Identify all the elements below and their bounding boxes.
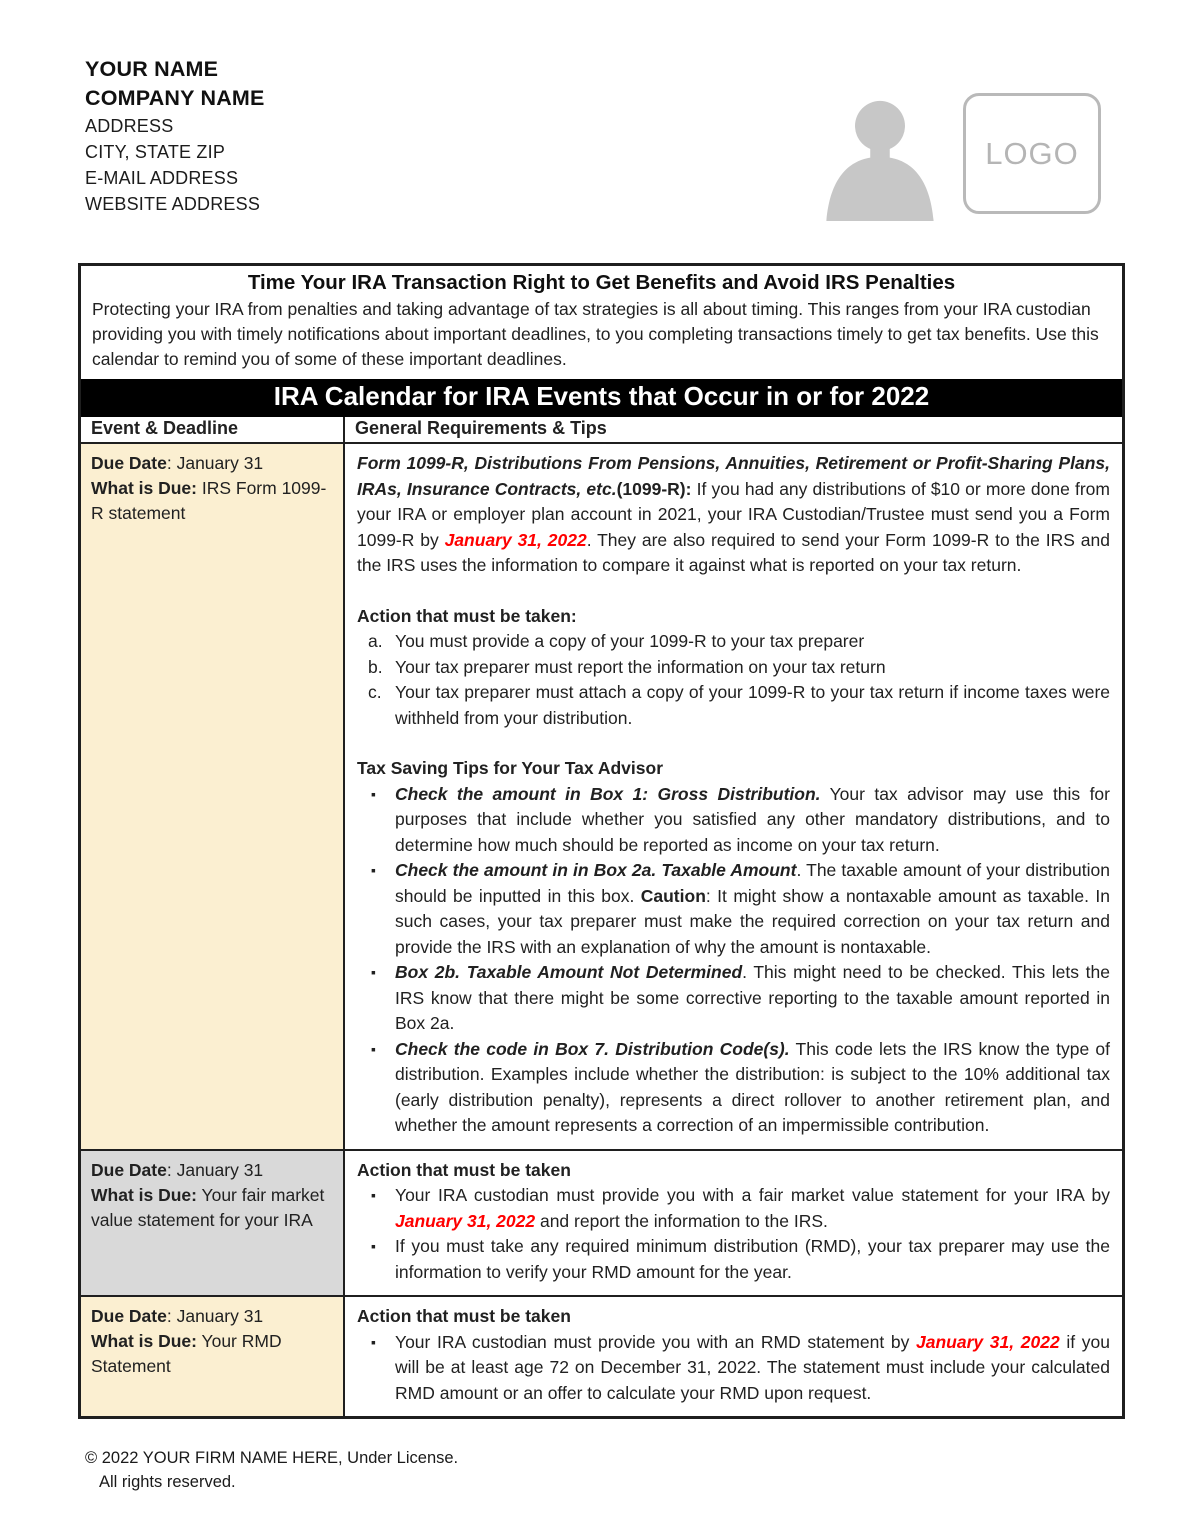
rights-line: All rights reserved. — [99, 1473, 236, 1491]
due-date-line — [91, 1304, 333, 1329]
bullet-marker: ▪ — [371, 785, 376, 802]
tips-cell-fmv — [345, 1151, 1122, 1296]
bullet-marker: ▪ — [371, 1238, 376, 1254]
letter-marker: c. — [368, 682, 382, 702]
copyright-footer — [85, 1446, 1187, 1494]
text-segment: What is Due: — [91, 478, 197, 498]
bullet-marker: ▪ — [371, 862, 376, 878]
event-cell-fmv — [81, 1151, 345, 1296]
bullet-marker: ▪ — [371, 1187, 376, 1203]
text-segment: Your IRA custodian must provide you with an RMD statement by — [395, 1331, 917, 1352]
tax-tips-heading: Tax Saving Tips for Your Tax Advisor — [357, 758, 664, 778]
bullet-item-box1 — [357, 782, 1110, 859]
bullet-marker: ▪ — [371, 1333, 376, 1350]
text-segment: January 31, 2022 — [395, 1210, 536, 1231]
what-is-due-line — [91, 1329, 333, 1379]
event-cell-1099r — [81, 444, 345, 1149]
company-name: COMPANY NAME — [85, 86, 265, 110]
article-intro: Protecting your IRA from penalties and taking advantage of tax strategies is all about timing. This ranges from your IRA custodian providing you with timely notifications about important deadlines, to you completing transactions timely to get tax benefits. Use this calendar to remind you of some of these important deadlines. — [92, 299, 1099, 369]
bullet-item-fmv-2 — [357, 1234, 1110, 1285]
lettered-item-a — [357, 629, 1110, 655]
website-address: WEBSITE ADDRESS — [85, 194, 261, 214]
lettered-item-text: Your tax preparer must attach a copy of your 1099-R to your tax return if income taxes were withheld from your distribution. — [395, 682, 1110, 728]
text-segment: IRS Form 1099-R statement — [91, 478, 327, 523]
actions-heading: Action that must be taken — [357, 1159, 571, 1180]
headshot-placeholder — [819, 93, 941, 221]
table-row-1099r — [81, 444, 1122, 1151]
lettered-item-text: Your tax preparer must report the information on your tax return — [395, 656, 886, 677]
logo-text: LOGO — [985, 135, 1079, 171]
logo-placeholder — [963, 93, 1101, 214]
text-segment: Check the amount in in Box 2a. Taxable Amount — [395, 860, 797, 880]
text-segment: Box 2b. Taxable Amount Not Determined — [395, 962, 743, 982]
text-segment: . They are also required to send your Form 1099-R to the IRS and the IRS uses the information to compare it against what is reported on your tax return. — [357, 529, 1110, 575]
event-cell-rmd — [81, 1297, 345, 1416]
address-line: ADDRESS — [85, 116, 174, 136]
bullet-item-box2a — [357, 858, 1110, 960]
due-date-line — [91, 1158, 333, 1183]
text-segment: Your IRA custodian must provide you with a fair market value statement for your IRA by — [395, 1185, 1110, 1205]
person-silhouette-icon — [819, 93, 941, 221]
paragraph-1099r — [357, 451, 1110, 579]
bullet-item-rmd-1 — [357, 1330, 1110, 1407]
bullet-item-box2b — [357, 960, 1110, 1037]
letter-marker: b. — [368, 656, 383, 677]
ira-calendar-table — [78, 263, 1125, 1419]
letter-marker: a. — [368, 631, 383, 651]
text-segment: Your fair market value statement for your IRA — [91, 1184, 325, 1230]
text-segment: What is Due: — [91, 1331, 197, 1351]
text-segment: : It might show a nontaxable amount as taxable. In such cases, your tax preparer must make the required correction on your tax return and provide the IRS with an explanation of why the amount is nontaxable. — [395, 885, 1110, 957]
text-segment: Check the code in Box 7. Distribution Code(s). — [395, 1038, 790, 1059]
bullet-item-box7 — [357, 1037, 1110, 1139]
table-row-fmv — [81, 1151, 1122, 1298]
actions-heading: Action that must be taken: — [357, 605, 577, 626]
masthead — [85, 55, 1101, 263]
city-state-zip: CITY, STATE ZIP — [85, 142, 226, 162]
text-segment: : January 31 — [166, 453, 264, 473]
bullet-text — [395, 1183, 1110, 1234]
tips-cell-rmd — [345, 1297, 1122, 1416]
text-segment: This code lets the IRS know the type of distribution. Examples include whether the distribution: is subject to the 10% additional tax (early distribution penalty), represents a direct rollover to another retirement plan, and whether the amount represents a correction of an impermissible contribution. — [395, 1038, 1110, 1135]
text-segment: if you will be at least age 72 on December 31, 2022. The statement must include your calculated RMD amount or an offer to calculate your RMD upon request. — [395, 1331, 1110, 1403]
your-name: YOUR NAME — [85, 57, 219, 81]
column-header-tips: General Requirements & Tips — [355, 418, 607, 438]
column-header-event: Event & Deadline — [81, 417, 345, 442]
text-segment: : January 31 — [166, 1306, 264, 1326]
bullet-item-fmv-1 — [357, 1183, 1110, 1234]
text-segment: Your RMD Statement — [91, 1331, 282, 1376]
column-header-row — [81, 417, 1122, 444]
what-is-due-line — [91, 1183, 333, 1233]
actions-heading: Action that must be taken — [357, 1306, 571, 1326]
text-segment: Your tax advisor may use this for purposes that include whether you satisfied any other mandatory distributions, and to determine how much should be reported as income on your tax return. — [395, 783, 1110, 855]
bullet-marker: ▪ — [371, 964, 376, 980]
text-segment: . This might need to be checked. This lets the IRS know that there might be some corrective reporting to the taxable amount reported in Box 2a. — [395, 962, 1110, 1033]
lettered-item-c — [357, 680, 1110, 731]
text-segment: Due Date — [91, 1159, 167, 1180]
contact-block — [85, 55, 1101, 217]
email-address: E-MAIL ADDRESS — [85, 168, 239, 188]
text-segment: (1099-R): — [616, 478, 692, 499]
bullet-text — [395, 782, 1110, 859]
article-title: Time Your IRA Transaction Right to Get Benefits and Avoid IRS Penalties — [247, 271, 956, 294]
text-segment: : January 31 — [166, 1159, 264, 1180]
table-row-rmd — [81, 1297, 1122, 1416]
due-date-line — [91, 451, 333, 476]
text-segment: Form 1099-R, Distributions From Pensions, Annuities, Retirement or Profit-Sharing Plans, IRAs, Insurance Contracts, etc. — [357, 453, 1110, 499]
text-segment: and report the information to the IRS. — [535, 1210, 828, 1231]
what-is-due-line — [91, 476, 333, 526]
bullet-text — [395, 858, 1110, 960]
text-segment: Due Date — [91, 453, 167, 473]
text-segment: If you had any distributions of $10 or more done from your IRA or employer plan account in 2021, your IRA Custodian/Trustee must send you a Form 1099-R by — [357, 478, 1110, 550]
bullet-text — [395, 1037, 1110, 1139]
tips-cell-1099r — [345, 444, 1122, 1149]
bullet-text — [395, 1234, 1110, 1285]
bullet-text — [395, 1330, 1110, 1407]
text-segment: January 31, 2022 — [444, 529, 587, 550]
text-segment: Check the amount in Box 1: Gross Distribution. — [395, 783, 821, 804]
lettered-item-text: You must provide a copy of your 1099-R to your tax preparer — [395, 631, 865, 651]
lettered-item-b — [357, 655, 1110, 681]
text-segment: . The taxable amount of your distribution should be inputted in this box. — [395, 860, 1110, 906]
bullet-text — [395, 960, 1110, 1037]
text-segment: Caution — [640, 885, 706, 906]
text-segment: If you must take any required minimum distribution (RMD), your tax preparer may use the information to verify your RMD amount for the year. — [395, 1236, 1110, 1282]
bullet-marker: ▪ — [371, 1040, 376, 1057]
text-segment: January 31, 2022 — [916, 1331, 1060, 1352]
copyright-line: © 2022 YOUR FIRM NAME HERE, Under License. — [85, 1449, 459, 1467]
text-segment: Due Date — [91, 1306, 167, 1326]
text-segment: What is Due: — [91, 1184, 197, 1205]
calendar-banner: IRA Calendar for IRA Events that Occur in or for 2022 — [81, 379, 1122, 417]
